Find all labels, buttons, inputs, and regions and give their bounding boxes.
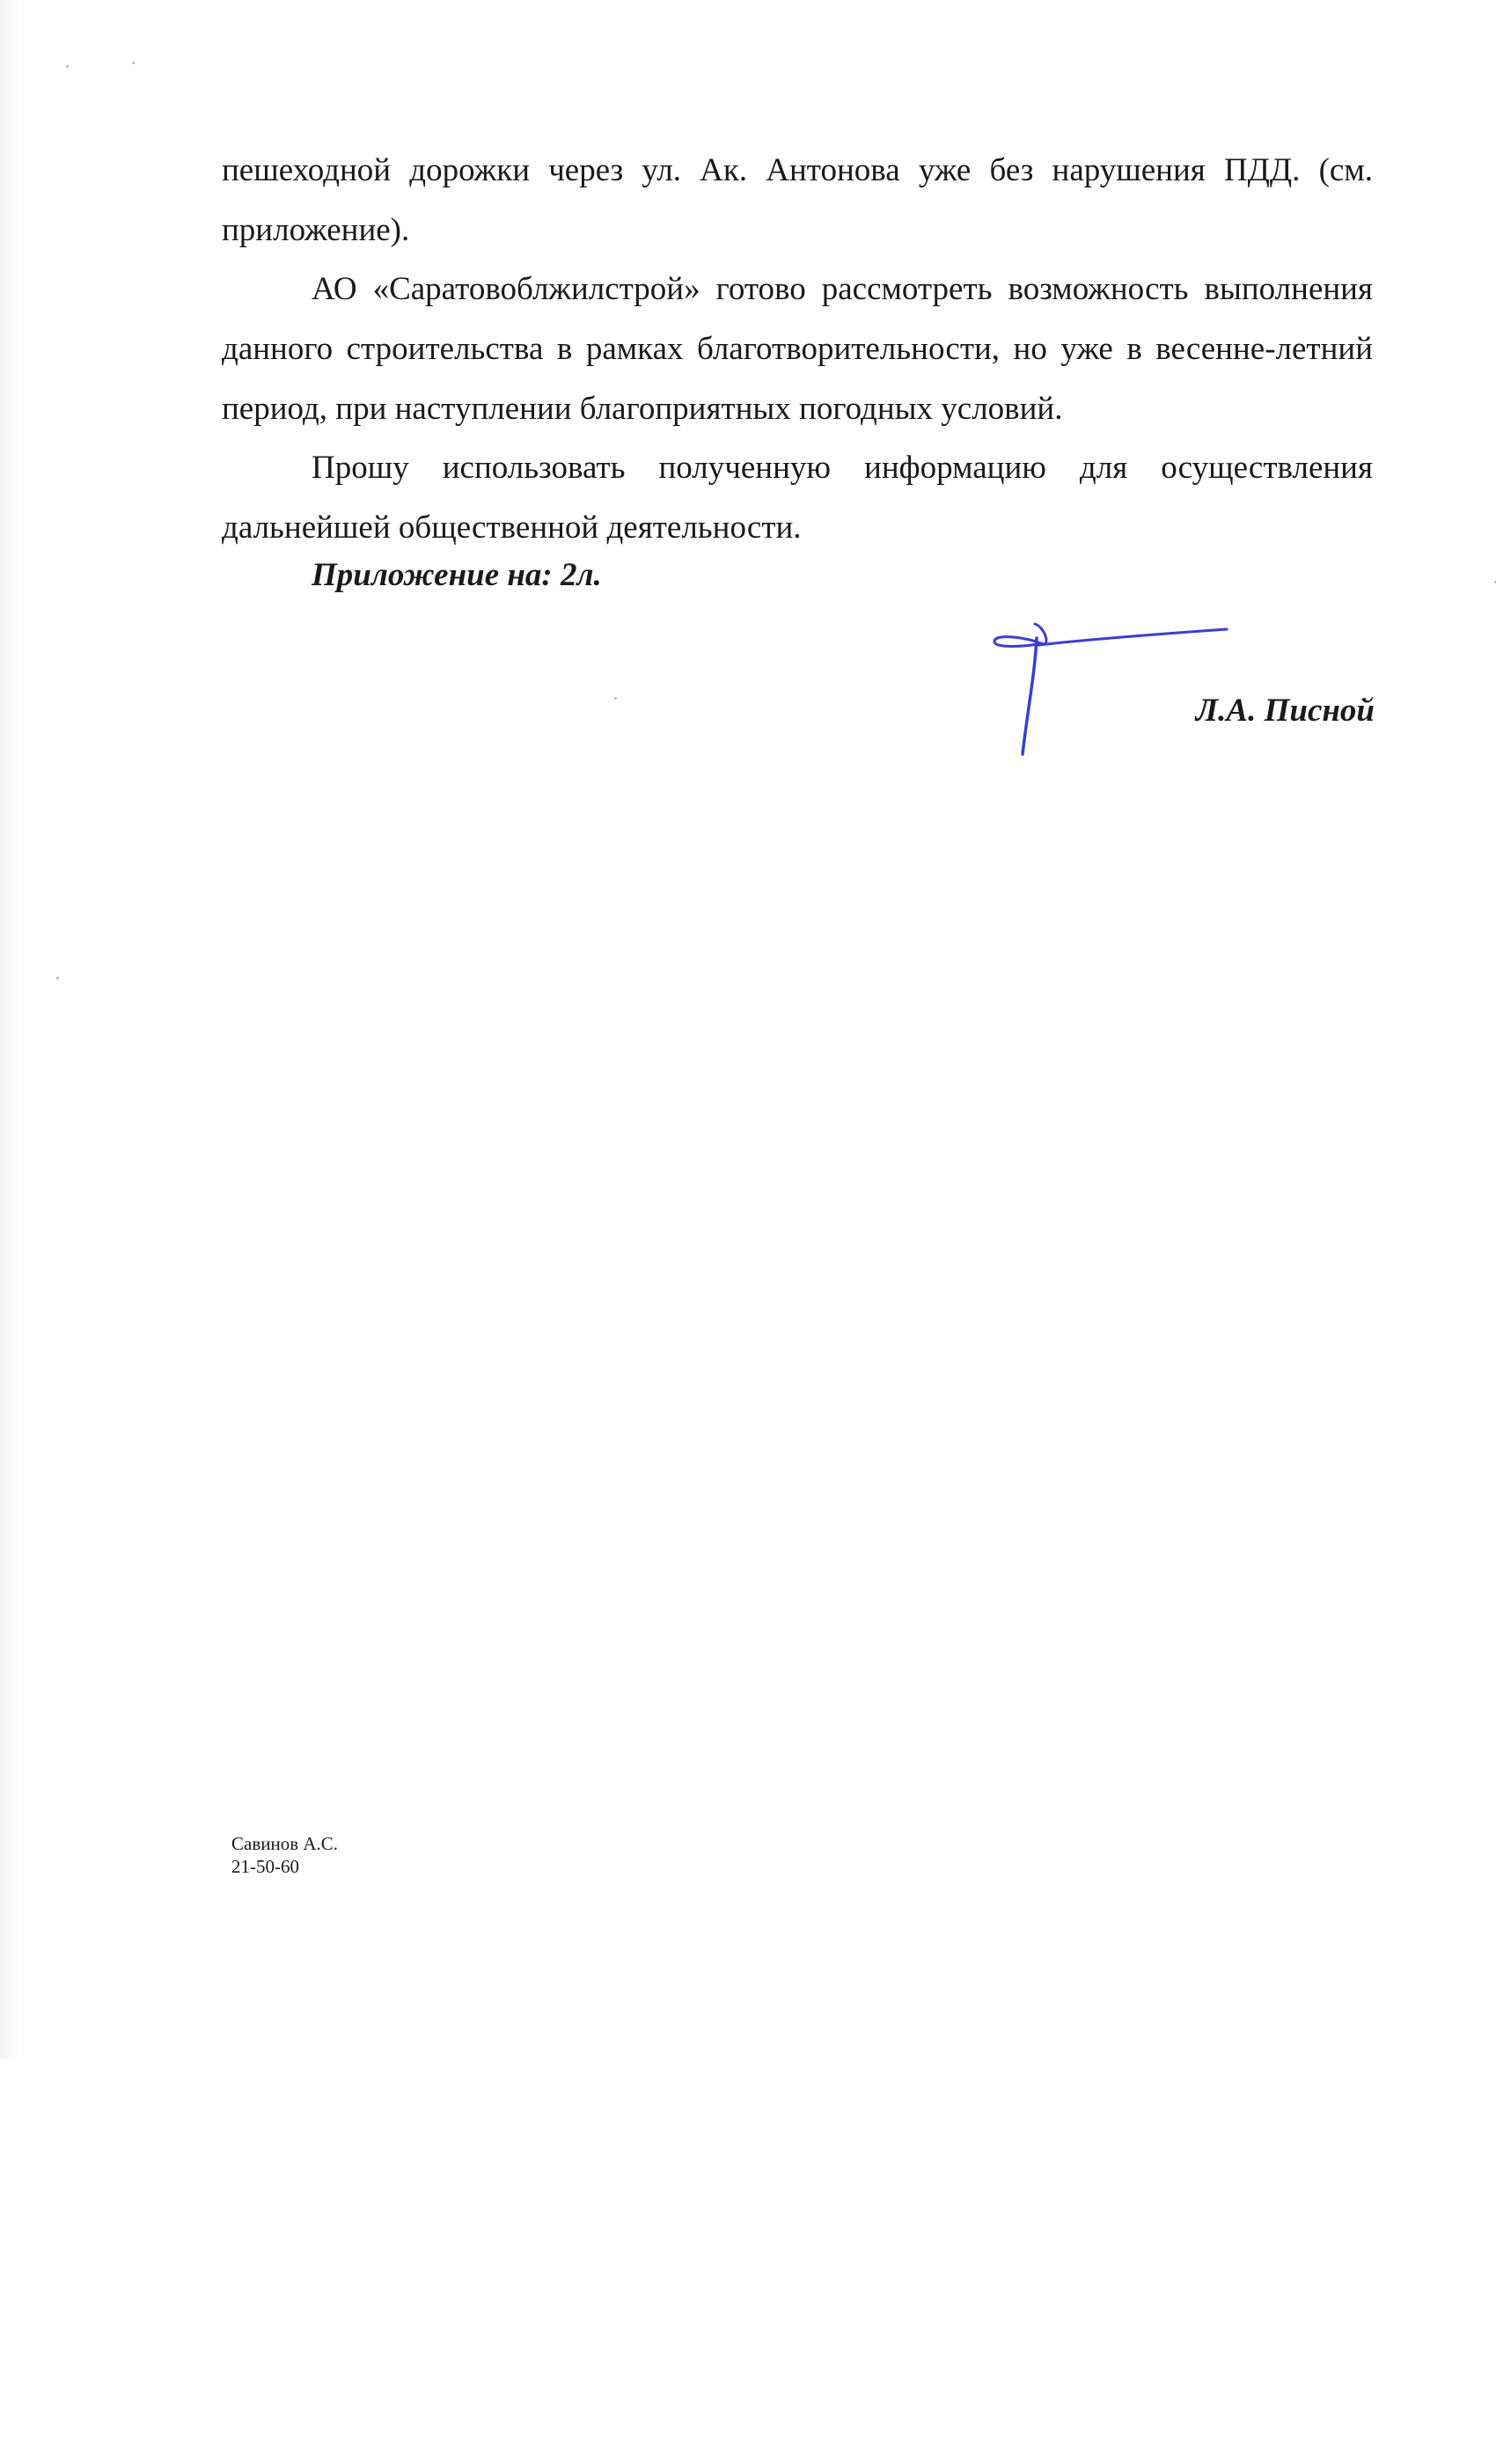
paragraph-1: пешеходной дорожки через ул. Ак. Антонова уже без нарушения ПДД. (см. приложение). bbox=[222, 152, 1373, 248]
signature-stroke-vertical bbox=[1023, 638, 1037, 754]
handwritten-signature bbox=[977, 620, 1241, 761]
scan-edge-shadow bbox=[0, 0, 21, 2059]
scan-speck bbox=[132, 62, 135, 64]
attachment-note: Приложение на: 2л. bbox=[312, 557, 602, 593]
signature-stroke-loop bbox=[994, 624, 1046, 647]
scan-speck bbox=[66, 65, 69, 68]
scan-speck bbox=[614, 697, 617, 700]
paragraph-3: Прошу использовать полученную информацию для осуществления дальнейшей общественной деятельности. bbox=[222, 450, 1373, 546]
signature-stroke-horizontal bbox=[1038, 629, 1227, 645]
signer-name: Л.А. Писной bbox=[1195, 693, 1375, 729]
executor-block bbox=[231, 1832, 338, 1878]
scan-speck bbox=[56, 977, 59, 979]
paragraph-2: АО «Саратовоблжилстрой» готово рассмотреть возможность выполнения данного строительства в рамках благотворительности, но уже в весенне-летний период, при наступлении благоприятных погодных условий. bbox=[222, 271, 1373, 427]
executor-name: Савинов А.С. bbox=[231, 1833, 339, 1854]
executor-phone: 21-50-60 bbox=[231, 1856, 299, 1877]
